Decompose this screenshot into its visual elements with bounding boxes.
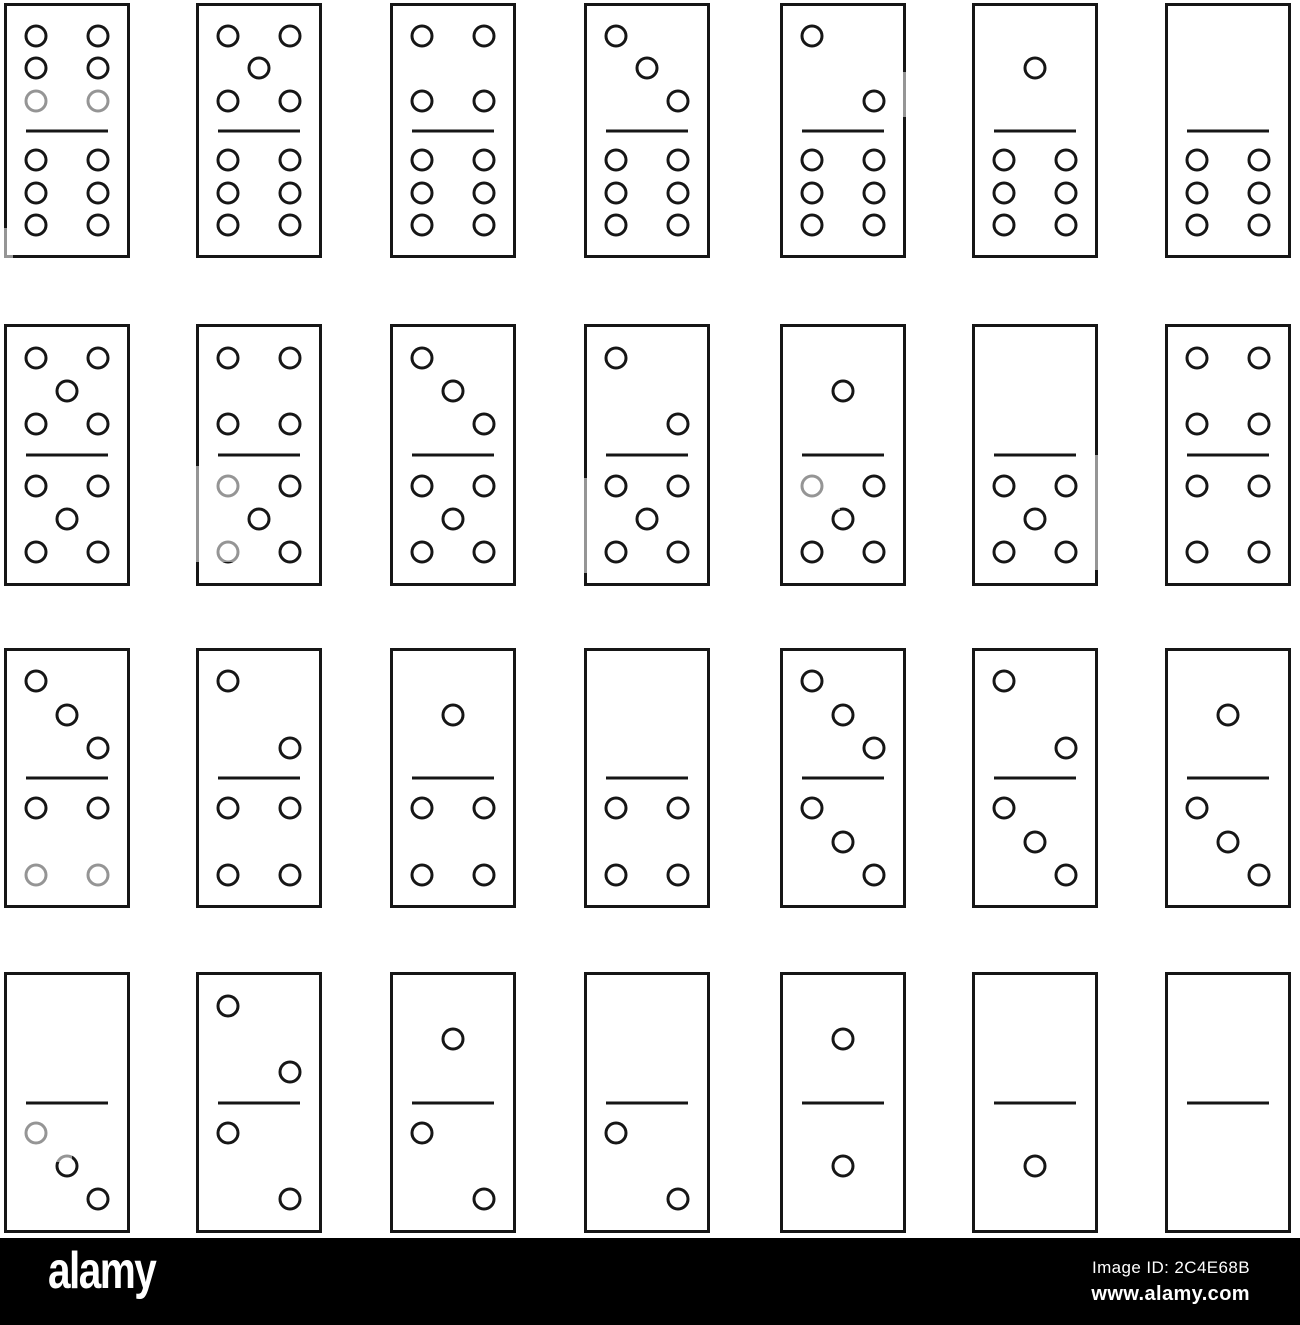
domino-0-4 <box>584 648 710 908</box>
pip <box>992 181 1015 204</box>
pip <box>56 508 79 531</box>
pip <box>1055 736 1078 759</box>
pip <box>636 508 659 531</box>
pip <box>410 346 433 369</box>
domino-top-half <box>199 6 319 131</box>
pip <box>1248 863 1271 886</box>
pip <box>87 541 110 564</box>
domino-divider <box>994 129 1076 132</box>
pip <box>410 541 433 564</box>
pip <box>24 346 47 369</box>
pip <box>87 1188 110 1211</box>
pip <box>410 863 433 886</box>
domino-divider <box>218 777 300 780</box>
pip <box>667 863 690 886</box>
pip <box>832 380 855 403</box>
domino-bottom-half <box>199 778 319 905</box>
domino-0-1 <box>972 972 1098 1233</box>
domino-divider <box>218 129 300 132</box>
domino-bottom-half <box>975 131 1095 256</box>
domino-top-half <box>199 651 319 778</box>
pip <box>24 57 47 80</box>
domino-0-0 <box>1165 972 1291 1233</box>
pip <box>992 670 1015 693</box>
domino-divider <box>802 454 884 457</box>
domino-4-5 <box>196 324 322 586</box>
pip <box>87 346 110 369</box>
pip <box>87 413 110 436</box>
domino-top-half <box>393 651 513 778</box>
pip <box>216 214 239 237</box>
domino-top-half <box>393 975 513 1103</box>
pip <box>800 149 823 172</box>
pip <box>863 214 886 237</box>
pip <box>1248 413 1271 436</box>
pip <box>216 863 239 886</box>
pip <box>56 380 79 403</box>
pip <box>248 508 271 531</box>
pip <box>279 346 302 369</box>
domino-top-half <box>1168 6 1288 131</box>
domino-top-half <box>7 6 127 131</box>
domino-divider <box>26 777 108 780</box>
pip <box>667 89 690 112</box>
pip <box>24 413 47 436</box>
domino-top-half <box>587 327 707 455</box>
pip <box>832 1155 855 1178</box>
pip <box>1024 830 1047 853</box>
pip <box>442 703 465 726</box>
pip <box>279 863 302 886</box>
domino-top-half <box>1168 327 1288 455</box>
pip <box>992 797 1015 820</box>
pip <box>410 181 433 204</box>
domino-bottom-half <box>587 778 707 905</box>
domino-top-half <box>7 975 127 1103</box>
pip <box>604 214 627 237</box>
pip <box>604 181 627 204</box>
domino-divider <box>994 1101 1076 1104</box>
domino-divider <box>412 454 494 457</box>
pip <box>1185 181 1208 204</box>
pip <box>1024 1155 1047 1178</box>
domino-bottom-half <box>1168 455 1288 583</box>
pip <box>604 24 627 47</box>
pip <box>473 149 496 172</box>
pip <box>24 149 47 172</box>
pip <box>410 24 433 47</box>
pip <box>1248 541 1271 564</box>
pip <box>1248 346 1271 369</box>
pip <box>667 474 690 497</box>
domino-divider <box>1187 454 1269 457</box>
domino-top-half <box>393 327 513 455</box>
pip <box>863 89 886 112</box>
domino-1-3 <box>1165 648 1291 908</box>
domino-bottom-half <box>783 778 903 905</box>
domino-divider <box>218 1101 300 1104</box>
pip <box>216 346 239 369</box>
pip <box>1185 413 1208 436</box>
pip <box>1055 474 1078 497</box>
domino-bottom-half <box>1168 778 1288 905</box>
pip <box>248 57 271 80</box>
pip <box>667 541 690 564</box>
domino-1-4 <box>390 648 516 908</box>
pip <box>992 149 1015 172</box>
pip <box>56 703 79 726</box>
pip <box>473 1188 496 1211</box>
domino-1-6 <box>972 3 1098 258</box>
pip <box>473 863 496 886</box>
pip <box>992 541 1015 564</box>
pip <box>410 89 433 112</box>
domino-bottom-half <box>7 778 127 905</box>
pip <box>442 380 465 403</box>
watermark-bar-info <box>1091 1258 1250 1306</box>
pip <box>279 474 302 497</box>
domino-bottom-half <box>393 778 513 905</box>
pip <box>24 89 47 112</box>
pip <box>410 474 433 497</box>
pip <box>1217 703 1240 726</box>
domino-divider <box>606 129 688 132</box>
domino-top-half <box>975 327 1095 455</box>
pip <box>279 149 302 172</box>
pip <box>1248 214 1271 237</box>
pip <box>1248 149 1271 172</box>
domino-divider <box>1187 1101 1269 1104</box>
pip <box>1055 541 1078 564</box>
pip <box>1185 541 1208 564</box>
pip <box>863 149 886 172</box>
pip <box>279 181 302 204</box>
domino-top-half <box>783 651 903 778</box>
domino-2-2 <box>196 972 322 1233</box>
pip <box>56 1155 79 1178</box>
pip <box>1248 474 1271 497</box>
pip <box>1217 830 1240 853</box>
domino-top-half <box>587 651 707 778</box>
pip <box>667 1188 690 1211</box>
pip <box>863 474 886 497</box>
pip <box>216 474 239 497</box>
domino-bottom-half <box>1168 131 1288 256</box>
pip <box>1185 214 1208 237</box>
pip <box>24 670 47 693</box>
domino-2-6 <box>780 3 906 258</box>
pip <box>832 508 855 531</box>
pip <box>863 863 886 886</box>
domino-top-half <box>587 975 707 1103</box>
domino-bottom-half <box>975 1103 1095 1231</box>
domino-6-6 <box>4 3 130 258</box>
domino-bottom-half <box>975 455 1095 583</box>
pip <box>87 863 110 886</box>
pip <box>1185 474 1208 497</box>
domino-1-5 <box>780 324 906 586</box>
pip <box>636 57 659 80</box>
domino-0-6 <box>1165 3 1291 258</box>
domino-1-1 <box>780 972 906 1233</box>
pip <box>442 1027 465 1050</box>
pip <box>1024 508 1047 531</box>
pip <box>216 181 239 204</box>
domino-bottom-half <box>199 131 319 256</box>
pip <box>604 797 627 820</box>
pip <box>604 149 627 172</box>
pip <box>87 57 110 80</box>
pip <box>667 214 690 237</box>
pip <box>604 541 627 564</box>
pip <box>863 736 886 759</box>
pip <box>87 89 110 112</box>
pip <box>604 346 627 369</box>
domino-top-half <box>975 651 1095 778</box>
domino-3-5 <box>390 324 516 586</box>
alamy-url-text: www.alamy.com <box>1091 1283 1250 1305</box>
watermark-bar <box>0 1238 1300 1325</box>
pip <box>604 474 627 497</box>
pip <box>800 181 823 204</box>
domino-3-6 <box>584 3 710 258</box>
pip <box>24 181 47 204</box>
domino-2-5 <box>584 324 710 586</box>
domino-divider <box>1187 129 1269 132</box>
pip <box>473 474 496 497</box>
pip <box>279 541 302 564</box>
pip <box>667 149 690 172</box>
pip <box>410 1122 433 1145</box>
domino-top-half <box>7 651 127 778</box>
pip <box>800 797 823 820</box>
domino-bottom-half <box>783 1103 903 1231</box>
pip <box>473 413 496 436</box>
pip <box>87 797 110 820</box>
pip <box>832 703 855 726</box>
pip <box>473 214 496 237</box>
pip <box>992 214 1015 237</box>
pip <box>442 508 465 531</box>
pip <box>832 1027 855 1050</box>
domino-bottom-half <box>7 1103 127 1231</box>
pip <box>87 181 110 204</box>
domino-divider <box>412 129 494 132</box>
pip <box>279 1060 302 1083</box>
domino-top-half <box>393 6 513 131</box>
pip <box>863 181 886 204</box>
pip <box>216 541 239 564</box>
domino-4-6 <box>390 3 516 258</box>
domino-bottom-half <box>783 131 903 256</box>
pip <box>24 541 47 564</box>
domino-divider <box>802 1101 884 1104</box>
pip <box>473 89 496 112</box>
pip <box>410 214 433 237</box>
pip <box>87 214 110 237</box>
pip <box>279 736 302 759</box>
domino-divider <box>606 777 688 780</box>
domino-bottom-half <box>393 1103 513 1231</box>
pip <box>863 541 886 564</box>
domino-divider <box>412 1101 494 1104</box>
pip <box>1024 57 1047 80</box>
domino-bottom-half <box>783 455 903 583</box>
domino-0-5 <box>972 324 1098 586</box>
image-id-text: Image ID: 2C4E68B <box>1092 1258 1250 1277</box>
pip <box>87 149 110 172</box>
domino-divider <box>26 1101 108 1104</box>
pip <box>279 24 302 47</box>
pip <box>216 89 239 112</box>
pip <box>1185 797 1208 820</box>
pip <box>216 24 239 47</box>
domino-top-half <box>1168 651 1288 778</box>
domino-bottom-half <box>1168 1103 1288 1231</box>
domino-divider <box>606 454 688 457</box>
pip <box>24 797 47 820</box>
domino-bottom-half <box>587 1103 707 1231</box>
pip <box>87 24 110 47</box>
domino-top-half <box>783 327 903 455</box>
pip <box>279 214 302 237</box>
pip <box>604 863 627 886</box>
pip <box>1185 149 1208 172</box>
domino-2-4 <box>196 648 322 908</box>
pip <box>87 736 110 759</box>
domino-3-4 <box>4 648 130 908</box>
domino-2-3 <box>972 648 1098 908</box>
pip <box>473 797 496 820</box>
pip <box>279 413 302 436</box>
pip <box>216 797 239 820</box>
pip <box>1055 181 1078 204</box>
pip <box>992 474 1015 497</box>
domino-divider <box>1187 777 1269 780</box>
pip <box>87 474 110 497</box>
pip <box>800 670 823 693</box>
pip <box>473 24 496 47</box>
domino-top-half <box>199 327 319 455</box>
pip <box>667 413 690 436</box>
pip <box>1248 181 1271 204</box>
domino-top-half <box>975 975 1095 1103</box>
pip <box>279 89 302 112</box>
domino-top-half <box>7 327 127 455</box>
domino-0-3 <box>4 972 130 1233</box>
domino-top-half <box>783 975 903 1103</box>
domino-4-4 <box>1165 324 1291 586</box>
domino-0-2 <box>584 972 710 1233</box>
pip <box>24 214 47 237</box>
domino-divider <box>802 777 884 780</box>
pip <box>24 474 47 497</box>
pip <box>279 1188 302 1211</box>
pip <box>216 413 239 436</box>
domino-bottom-half <box>393 455 513 583</box>
pip <box>216 149 239 172</box>
pip <box>800 214 823 237</box>
domino-bottom-half <box>199 1103 319 1231</box>
pip <box>1185 346 1208 369</box>
domino-bottom-half <box>393 131 513 256</box>
domino-top-half <box>199 975 319 1103</box>
pip <box>216 1122 239 1145</box>
domino-top-half <box>587 6 707 131</box>
pip <box>279 797 302 820</box>
domino-3-3 <box>780 648 906 908</box>
pip <box>667 797 690 820</box>
pip <box>832 830 855 853</box>
domino-divider <box>606 1101 688 1104</box>
pip <box>410 797 433 820</box>
domino-divider <box>412 777 494 780</box>
pip <box>24 1122 47 1145</box>
domino-divider <box>26 129 108 132</box>
pip <box>800 24 823 47</box>
domino-bottom-half <box>587 131 707 256</box>
domino-bottom-half <box>199 455 319 583</box>
domino-5-5 <box>4 324 130 586</box>
pip <box>216 670 239 693</box>
domino-divider <box>994 777 1076 780</box>
domino-bottom-half <box>975 778 1095 905</box>
domino-divider <box>26 454 108 457</box>
pip <box>410 149 433 172</box>
pip <box>24 24 47 47</box>
domino-divider <box>218 454 300 457</box>
domino-top-half <box>1168 975 1288 1103</box>
domino-5-6 <box>196 3 322 258</box>
pip <box>473 181 496 204</box>
domino-1-2 <box>390 972 516 1233</box>
domino-bottom-half <box>7 131 127 256</box>
pip <box>24 863 47 886</box>
alamy-logo: alamy <box>48 1242 156 1300</box>
pip <box>800 541 823 564</box>
pip <box>1055 863 1078 886</box>
domino-divider <box>994 454 1076 457</box>
pip <box>1055 149 1078 172</box>
domino-top-half <box>783 6 903 131</box>
pip <box>473 541 496 564</box>
pip <box>1055 214 1078 237</box>
domino-bottom-half <box>587 455 707 583</box>
pip <box>667 181 690 204</box>
pip <box>604 1122 627 1145</box>
pip <box>800 474 823 497</box>
domino-top-half <box>975 6 1095 131</box>
pip <box>216 994 239 1017</box>
domino-bottom-half <box>7 455 127 583</box>
domino-divider <box>802 129 884 132</box>
